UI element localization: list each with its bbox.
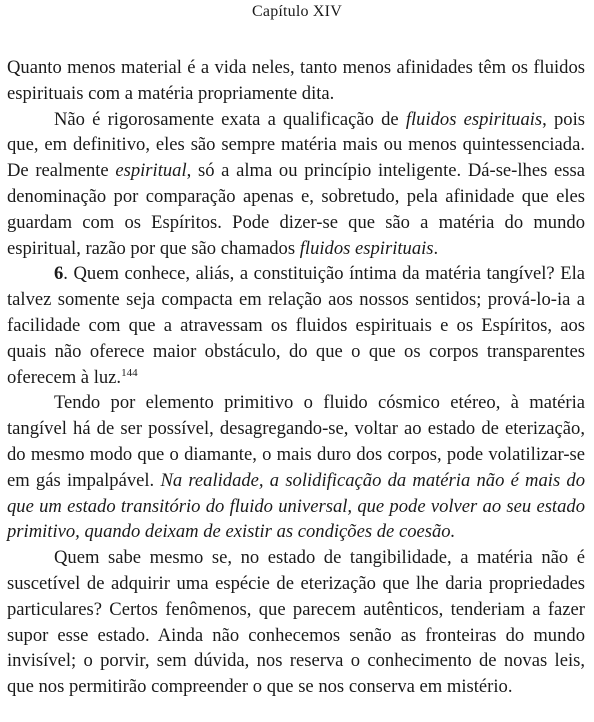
page-body bbox=[7, 55, 585, 700]
paragraph-2-part-a: Não é rigorosamente exata a qualificação de bbox=[54, 108, 406, 130]
paragraph-3-text: . Quem conhece, aliás, a constituição íntima da matéria tangível? Ela talvez somente seja compacta em relação aos nossos sentidos; prová-lo-ia a facilidade com que a atravessam os fluidos espirituais e os Espíritos, aos quais não oferece maior obstáculo, do que o que os corpos transparentes oferecem à luz. bbox=[7, 263, 585, 388]
paragraph-2-part-b: , pois que, em definitivo, eles são sempre matéria mais ou menos quintessenciada. De realmente bbox=[7, 108, 586, 182]
chapter-header: Capítulo XIV bbox=[252, 3, 342, 20]
paragraph-2-part-c: , só a alma ou princípio inteligente. Dá-se-lhes essa denominação por comparação apenas e, sobretudo, pela afinidade que eles guardam com os Espíritos. Pode dizer-se que são a matéria do mundo espiritual, razão por que são chamados bbox=[7, 160, 585, 259]
footnote-reference[interactable]: 144 bbox=[121, 366, 138, 379]
paragraph-5 bbox=[7, 545, 585, 700]
section-number: 6 bbox=[54, 263, 64, 285]
paragraph-4-emphasis: Na realidade, a solidificação da matéria não é mais do que um estado transitório do fluido universal, que pode volver ao seu estado primitivo, quando deixam de existir as condições de coesão. bbox=[7, 469, 585, 543]
paragraph-2-part-d: . bbox=[433, 237, 439, 259]
paragraph-2-emphasis-2: espiritual bbox=[115, 160, 187, 182]
paragraph-2 bbox=[7, 107, 585, 262]
paragraph-3 bbox=[7, 261, 585, 390]
paragraph-1 bbox=[7, 55, 585, 107]
paragraph-1-text: Quanto menos material é a vida neles, tanto menos afinidades têm os fluidos espirituais com a matéria propriamente dita. bbox=[7, 57, 585, 104]
paragraph-2-emphasis-3: fluidos espirituais bbox=[299, 237, 434, 259]
paragraph-4 bbox=[7, 390, 585, 545]
paragraph-5-text: Quem sabe mesmo se, no estado de tangibilidade, a matéria não é suscetível de adquirir uma espécie de eterização que lhe daria propriedades particulares? Certos fenômenos, que parecem autênticos, tenderiam a fazer supor esse estado. Ainda não conhecemos senão as fronteiras do mundo invisível; o porvir, sem dúvida, nos reserva o conhecimento de novas leis, que nos permitirão compreender o que se nos conserva em mistério. bbox=[7, 547, 585, 698]
paragraph-2-emphasis-1: fluidos espirituais bbox=[405, 108, 543, 130]
paragraph-4-text: Tendo por elemento primitivo o fluido cósmico etéreo, à matéria tangível há de ser possível, desagregando-se, voltar ao estado de eterização, do mesmo modo que o diamante, o mais duro dos corpos, pode volatilizar-se em gás impalpável. bbox=[7, 392, 585, 491]
